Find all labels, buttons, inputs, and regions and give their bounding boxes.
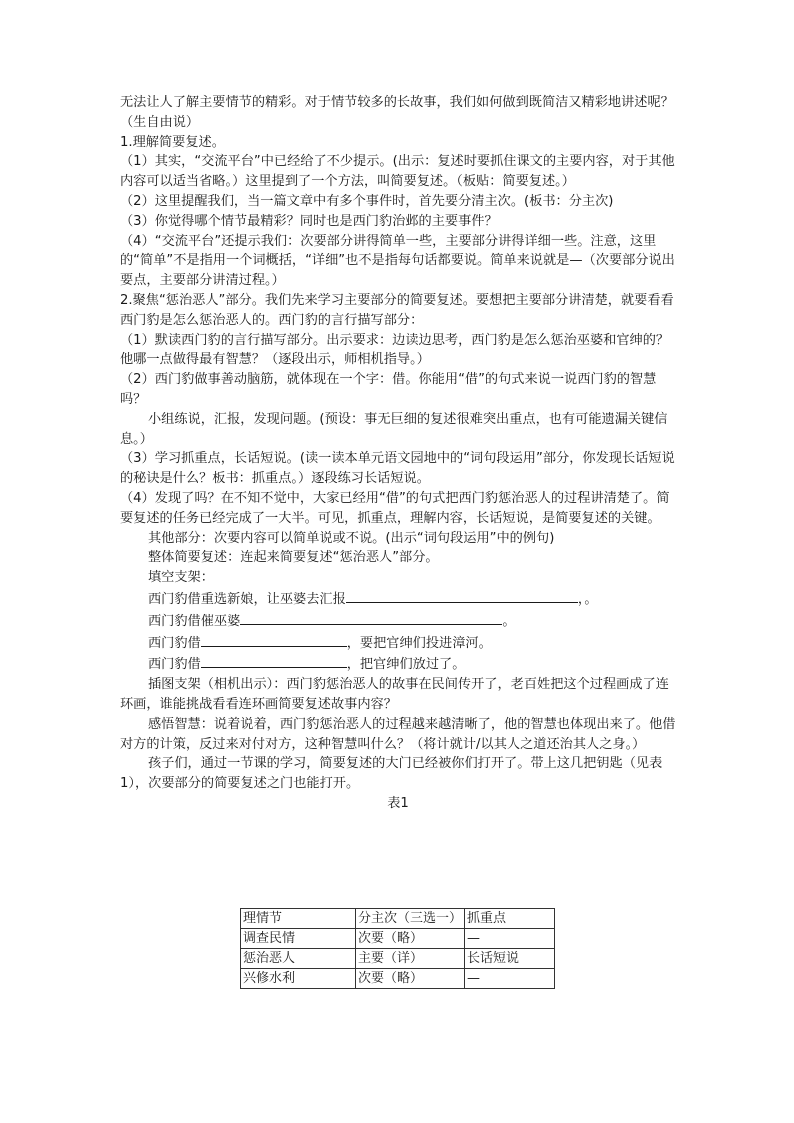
paragraph: 无法让人了解主要情节的精彩。对于情节较多的长故事，我们如何做到既简洁又精彩地讲述呢？（生自由说） (120, 95, 674, 130)
paragraph: （3）学习抓重点，长话短说。(读一读本单元语文园地中的“词句段运用”部分，你发现长话短说的秘诀是什么？板书：抓重点。）逐段练习长话短说。 (120, 451, 675, 487)
summary-table (240, 908, 555, 989)
fill-line-text: 西门豹借重选新娘，让巫婆去汇报 (148, 591, 346, 607)
paragraph: （3）你觉得哪个情节最精彩？同时也是西门豹治邺的主要事件？ (120, 213, 498, 229)
fill-line-text: 西门豹借 (148, 635, 201, 651)
closing-block (120, 675, 676, 794)
fill-line-text: ，。 (577, 591, 598, 607)
table-row (241, 949, 555, 969)
table-header-cell: 抓重点 (465, 909, 555, 929)
paragraph: （1）默读西门豹的言行描写部分。出示要求：边读边思考，西门豹是怎么惩治巫婆和官绅的？他哪一点做得最有智慧？（逐段出示，师相机指导。） (120, 332, 670, 368)
blank-line (201, 653, 347, 668)
table-cell: 主要（详） (356, 949, 465, 969)
table-header-cell: 分主次（三选一） (356, 909, 465, 929)
table-row (241, 929, 555, 949)
table-cell: 长话短说 (465, 949, 555, 969)
paragraph: （4）“交流平台”还提示我们：次要部分讲得简单一些，主要部分讲得详细一些。注意，这里的“简单”不是指用一个词概括，“详细”也不是指每句话都要说。简单来说就是—（次要部分说出要点，主要部分讲清过程。） (120, 233, 675, 289)
paragraph: 其他部分：次要内容可以简单说或不说。(出示“词句段运用”中的例句) (148, 530, 555, 546)
paragraph: （1）其实，“交流平台”中已经给了不少提示。(出示：复述时要抓住课文的主要内容，对于其他内容可以适当省略。）这里提到了一个方法，叫简要复述。（板贴：简要复述。） (120, 154, 675, 190)
paragraph: 插图支架（相机出示）：西门豹惩治恶人的故事在民间传开了，老百姓把这个过程画成了连环画，谁能挑战看看连环画简要复述故事内容？ (120, 677, 669, 712)
paragraph: （4）发现了吗？在不知不觉中，大家已经用“借”的句式把西门豹惩治恶人的过程讲清楚了。简要复述的任务已经完成了一大半。可见，抓重点，理解内容，长话短说，是简要复述的关键。 (120, 490, 670, 526)
paragraph: 1.理解简要复述。 (120, 134, 225, 150)
table-row (241, 969, 555, 989)
table-cell: 调查民情 (241, 929, 356, 949)
paragraph-block (120, 93, 676, 588)
paragraph: （2）西门豹做事善动脑筋，就体现在一个字：借。你能用“借”的句式来说一说西门豹的智慧吗？ (120, 372, 657, 407)
table-cell: 兴修水利 (241, 969, 356, 989)
paragraph: （2）这里提醒我们，当一篇文章中有多个事件时，首先要分清主次。(板书：分主次) (120, 193, 614, 209)
table-cell: 次要（略） (356, 969, 465, 989)
fill-line (120, 632, 676, 654)
table-caption: 表1 (387, 795, 409, 811)
fill-line (120, 588, 676, 610)
paragraph: 填空支架： (148, 570, 214, 586)
fill-line (120, 653, 676, 675)
fill-line-text: 西门豹借 (148, 657, 201, 673)
table-header-row (241, 909, 555, 929)
lesson-text (120, 93, 676, 814)
paragraph: 孩子们，通过一节课的学习，简要复述的大门已经被你们打开了。带上这几把钥匙（见表1），次要部分的简要复述之门也能打开。 (120, 756, 663, 792)
table-cell: 惩治恶人 (241, 949, 356, 969)
table-cell: — (465, 969, 555, 989)
table-cell: 次要（略） (356, 929, 465, 949)
paragraph: 2.聚焦“惩治恶人”部分。我们先来学习主要部分的简要复述。要想把主要部分讲清楚，就要看看西门豹是怎么惩治恶人的。西门豹的言行描写部分： (120, 292, 674, 328)
fill-line (120, 610, 676, 632)
paragraph: 整体简要复述：连起来简要复述“惩治恶人”部分。 (148, 550, 439, 566)
table-header-cell: 理情节 (241, 909, 356, 929)
fill-blank-block (120, 588, 676, 675)
fill-line-text: 西门豹借催巫婆 (148, 613, 241, 629)
blank-line (201, 632, 347, 647)
fill-line-text: 。 (502, 613, 516, 629)
fill-line-text: ，把官绅们放过了。 (346, 657, 466, 673)
paragraph: 小组练说，汇报，发现问题。(预设：事无巨细的复述很难突出重点，也有可能遗漏关键信息。） (120, 411, 668, 447)
paragraph: 感悟智慧：说着说着，西门豹惩治恶人的过程越来越清晰了，他的智慧也体现出来了。他借对方的计策，反过来对付对方，这种智慧叫什么？（将计就计/以其人之道还治其人之身。） (120, 716, 676, 752)
table-cell: — (465, 929, 555, 949)
blank-line (240, 610, 502, 625)
fill-line-text: ，要把官绅们投进漳河。 (346, 635, 492, 651)
blank-line (346, 588, 578, 603)
